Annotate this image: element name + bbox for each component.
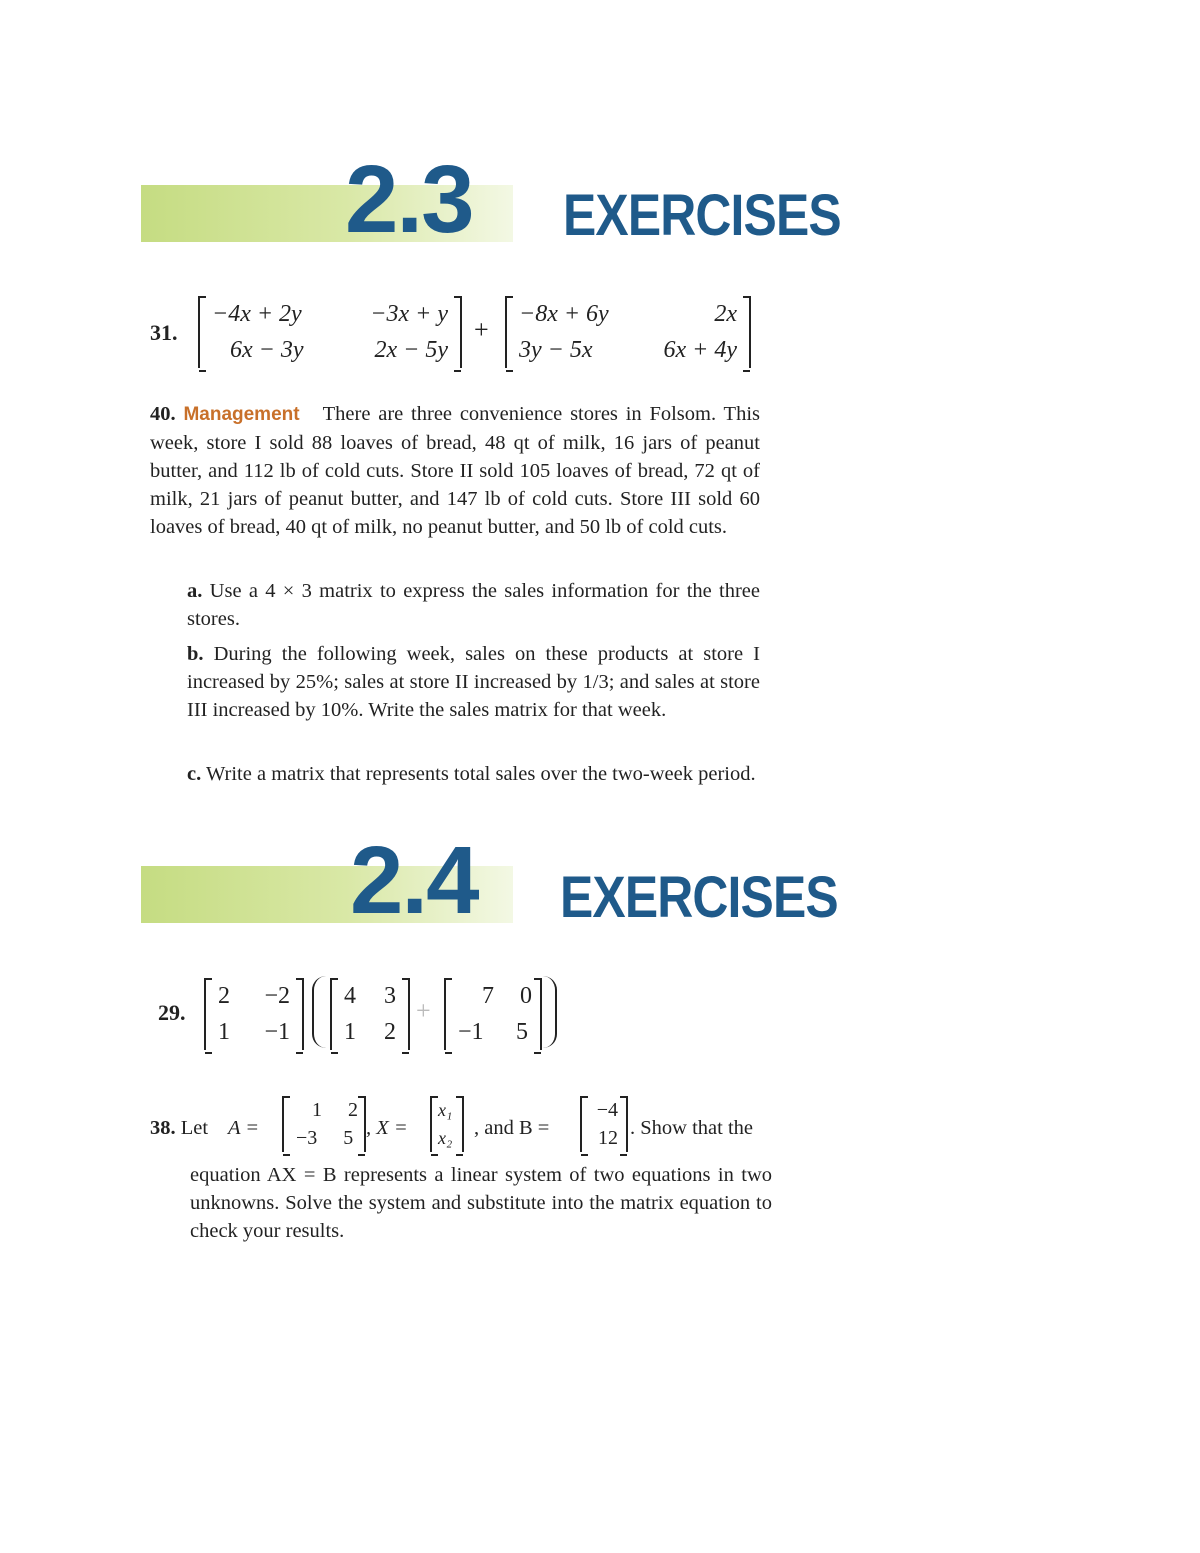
plus-sign: + bbox=[416, 996, 431, 1025]
section-2-3-number: 2.3 bbox=[345, 146, 473, 253]
left-parenthesis bbox=[312, 976, 326, 1048]
problem-40-part-a bbox=[187, 577, 760, 633]
matrix-cell: 5 bbox=[516, 1019, 528, 1045]
matrix-b bbox=[580, 1096, 628, 1152]
matrix-cell: x₁ bbox=[438, 1100, 453, 1120]
part-c-text: Write a matrix that represents total sales over the two-week period. bbox=[206, 763, 756, 785]
problem-29-matrix-2 bbox=[330, 978, 410, 1050]
right-parenthesis bbox=[543, 976, 557, 1048]
problem-38-lead bbox=[150, 1114, 220, 1142]
matrix-a-name: A = bbox=[228, 1117, 260, 1139]
matrix-cell: −8x + 6y bbox=[519, 301, 609, 327]
matrix-cell: −1 bbox=[264, 1019, 290, 1045]
problem-40-part-b bbox=[187, 640, 760, 724]
matrix-cell: 3 bbox=[384, 983, 396, 1009]
part-b-label: b. bbox=[187, 643, 204, 665]
matrix-a bbox=[282, 1096, 366, 1152]
problem-40-part-c bbox=[187, 760, 760, 788]
part-c-label: c. bbox=[187, 763, 202, 785]
part-a-text: Use a 4 × 3 matrix to express the sales information for the three stores. bbox=[187, 580, 761, 630]
matrix-cell: −2 bbox=[264, 983, 290, 1009]
plus-sign: + bbox=[474, 315, 489, 344]
matrix-cell: 2 bbox=[384, 1019, 396, 1045]
problem-38-tail: . Show that the bbox=[630, 1117, 753, 1139]
problem-29-matrix-1 bbox=[204, 978, 304, 1050]
matrix-cell: x₂ bbox=[438, 1128, 453, 1148]
matrix-cell: 1 bbox=[218, 1019, 230, 1045]
matrix-cell: 6x − 3y bbox=[230, 337, 304, 363]
problem-38-let: Let bbox=[180, 1117, 209, 1139]
matrix-cell: 7 bbox=[482, 983, 494, 1009]
problem-31-matrix-1 bbox=[198, 296, 462, 368]
matrix-cell: 1 bbox=[312, 1099, 322, 1121]
problem-31-number: 31. bbox=[150, 320, 178, 345]
problem-40-number: 40. bbox=[150, 403, 176, 425]
part-a-label: a. bbox=[187, 580, 203, 602]
matrix-cell: 0 bbox=[520, 983, 532, 1009]
matrix-b-name: , and B = bbox=[474, 1117, 550, 1139]
matrix-cell: 5 bbox=[343, 1127, 354, 1149]
matrix-cell: 2x − 5y bbox=[374, 337, 448, 363]
matrix-cell: 2x bbox=[714, 301, 737, 327]
matrix-cell: −1 bbox=[458, 1019, 484, 1045]
matrix-cell: 12 bbox=[598, 1127, 618, 1149]
problem-40-topic: Management bbox=[183, 404, 300, 425]
matrix-cell: −4 bbox=[596, 1099, 618, 1121]
section-2-4-number: 2.4 bbox=[350, 827, 478, 934]
matrix-cell: 3y − 5x bbox=[519, 337, 593, 363]
matrix-cell: −3x + y bbox=[370, 301, 448, 327]
matrix-x bbox=[430, 1096, 464, 1152]
problem-38-text: equation AX = B represents a linear system of two equations in two unknowns. Solve the system and substitute into the matrix equation to check your results. bbox=[190, 1164, 772, 1242]
problem-40-statement bbox=[150, 400, 760, 541]
part-b-text: During the following week, sales on these products at store I increased by 25%; sales at store II increased by 1/3; and sales at store III increased by 10%. Write the sales matrix for that week. bbox=[187, 643, 761, 721]
matrix-cell: 4 bbox=[344, 983, 356, 1009]
matrix-x-name: , X = bbox=[366, 1117, 408, 1139]
matrix-cell: −3 bbox=[296, 1127, 318, 1149]
matrix-cell: 6x + 4y bbox=[663, 337, 737, 363]
section-2-4-title: EXERCISES bbox=[560, 865, 838, 930]
matrix-cell: −4x + 2y bbox=[212, 301, 302, 327]
matrix-cell: 1 bbox=[344, 1019, 356, 1045]
problem-38-number: 38. bbox=[150, 1117, 176, 1139]
matrix-cell: 2 bbox=[348, 1099, 358, 1121]
problem-29-number: 29. bbox=[158, 1000, 186, 1025]
problem-40-text: There are three convenience stores in Folsom. This week, store I sold 88 loaves of bread, 48 qt of milk, 16 jars of peanut butter, and 112 lb of cold cuts. Store II sold 105 loaves of bread, 72 qt of milk, 21 jars of peanut butter, and 147 lb of cold cuts. Store III sold 60 loaves of bread, 40 qt of milk, no peanut butter, and 50 lb of cold cuts. bbox=[150, 403, 760, 538]
matrix-cell: 2 bbox=[218, 983, 230, 1009]
problem-29-matrix-3 bbox=[444, 978, 542, 1050]
problem-31-matrix-2 bbox=[505, 296, 751, 368]
section-2-3-title: EXERCISES bbox=[563, 183, 841, 248]
